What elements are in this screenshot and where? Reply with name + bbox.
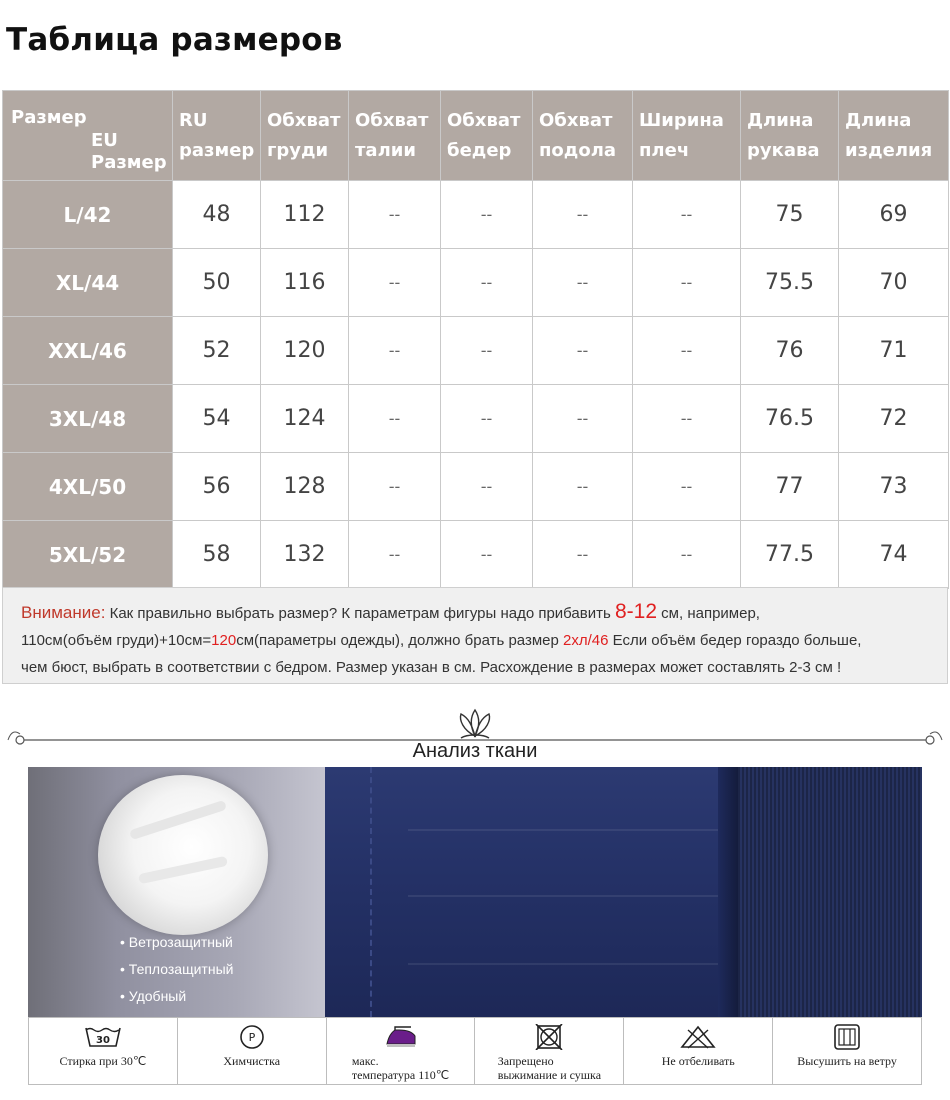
table-row: [3, 385, 949, 453]
care-item-line-dry: [773, 1018, 921, 1084]
corner-header: [3, 91, 173, 181]
table-cell: --: [533, 521, 633, 589]
table-cell: --: [441, 317, 533, 385]
size-label-cell: 3XL/48: [3, 385, 173, 453]
lotus-ornament-icon: [461, 710, 490, 738]
table-cell: 73: [839, 453, 949, 521]
table-cell: --: [441, 385, 533, 453]
column-header: [533, 91, 633, 181]
care-instructions: [28, 1017, 922, 1085]
column-header: [741, 91, 839, 181]
table-row: [3, 249, 949, 317]
table-cell: --: [633, 249, 741, 317]
notice-line-3: [21, 654, 929, 681]
fabric-photo-panel: [28, 767, 922, 1017]
dry-clean-icon: [232, 1024, 272, 1050]
knit-seam: [718, 767, 738, 1017]
table-cell: --: [441, 181, 533, 249]
table-cell: 120: [261, 317, 349, 385]
table-cell: 112: [261, 181, 349, 249]
table-cell: --: [441, 521, 533, 589]
table-cell: 76.5: [741, 385, 839, 453]
column-header-shoulder: Ширина плеч: [639, 109, 724, 161]
table-cell: --: [441, 453, 533, 521]
care-label: Стирка при 30℃: [59, 1054, 147, 1068]
size-label-cell: XXL/46: [3, 317, 173, 385]
table-cell: 77: [741, 453, 839, 521]
table-cell: 69: [839, 181, 949, 249]
notice-text: Если объём бедер гораздо больше,: [608, 632, 862, 649]
line-dry-icon: [827, 1024, 867, 1050]
table-cell: --: [533, 181, 633, 249]
corner-label-size: Размер: [11, 107, 87, 128]
notice-line-2: [21, 627, 929, 654]
table-cell: --: [633, 521, 741, 589]
fabric-knit-photo: [738, 767, 922, 1017]
fabric-features-list: [120, 929, 233, 1010]
table-cell: --: [633, 385, 741, 453]
table-cell: 74: [839, 521, 949, 589]
care-item-iron: [327, 1018, 476, 1084]
table-cell: --: [533, 385, 633, 453]
care-label: Высушить на ветру: [797, 1054, 897, 1068]
wash-30-icon: [83, 1024, 123, 1050]
table-cell: 77.5: [741, 521, 839, 589]
notice-text: 110см(объём груди)+10см=: [21, 632, 212, 649]
fabric-section-title: Анализ ткани: [412, 740, 538, 762]
table-cell: --: [533, 317, 633, 385]
notice-size: 2хл/46: [563, 632, 609, 649]
corner-label-eu-size: Размер: [91, 152, 167, 173]
table-row: [3, 453, 949, 521]
quilt-stitch: [408, 829, 718, 831]
table-cell: --: [441, 249, 533, 317]
table-cell: 75: [741, 181, 839, 249]
care-label: Не отбеливать: [661, 1054, 735, 1068]
table-cell: --: [349, 453, 441, 521]
notice-result: 120: [211, 632, 237, 649]
column-header: [839, 91, 949, 181]
care-item-no-bleach: [624, 1018, 773, 1084]
quilt-stitch: [408, 963, 718, 965]
table-cell: --: [633, 181, 741, 249]
table-cell: --: [533, 453, 633, 521]
table-cell: 116: [261, 249, 349, 317]
table-cell: 58: [173, 521, 261, 589]
size-label-cell: 4XL/50: [3, 453, 173, 521]
fabric-outer-photo: [325, 767, 738, 1017]
table-cell: 70: [839, 249, 949, 317]
column-header-hips: Обхват бедер: [447, 109, 521, 161]
table-cell: 132: [261, 521, 349, 589]
table-row: [3, 317, 949, 385]
table-header-row: [3, 91, 949, 181]
size-label-cell: XL/44: [3, 249, 173, 317]
column-header: [349, 91, 441, 181]
notice-text: чем бюст, выбрать в соответствии с бедром. Размер указан в см. Расхождение в размерах может составлять 2-3 см !: [21, 659, 842, 676]
table-cell: 50: [173, 249, 261, 317]
svg-text:30: 30: [95, 1035, 110, 1046]
table-cell: 56: [173, 453, 261, 521]
care-label: макс. температура 110℃: [351, 1054, 450, 1082]
table-cell: --: [349, 249, 441, 317]
iron-icon: [381, 1024, 421, 1050]
table-cell: --: [349, 521, 441, 589]
column-header: [261, 91, 349, 181]
column-header: [441, 91, 533, 181]
column-header-ru-size: RU размер: [179, 109, 255, 161]
table-cell: --: [633, 317, 741, 385]
notice-text: см, например,: [657, 605, 760, 622]
quilt-stitch: [408, 895, 718, 897]
table-cell: 52: [173, 317, 261, 385]
notice-warning-label: Внимание:: [21, 603, 106, 622]
care-item-no-wring: [475, 1018, 624, 1084]
care-label: Химчистка: [223, 1054, 281, 1068]
notice-line-1: [21, 598, 929, 627]
care-item-dry-clean: [178, 1018, 327, 1084]
table-cell: 54: [173, 385, 261, 453]
table-cell: --: [349, 317, 441, 385]
table-cell: 72: [839, 385, 949, 453]
care-label: Запрещено выжимание и сушка: [497, 1054, 602, 1082]
corner-label-eu: EU: [91, 130, 118, 151]
table-row: [3, 181, 949, 249]
size-label-cell: 5XL/52: [3, 521, 173, 589]
table-cell: --: [349, 181, 441, 249]
notice-text: см(параметры одежды), должно брать размер: [236, 632, 564, 649]
no-wring-icon: [529, 1024, 569, 1050]
table-cell: 124: [261, 385, 349, 453]
column-header-length: Длина изделия: [845, 109, 933, 161]
page-title: Таблица размеров: [6, 22, 343, 58]
table-cell: 76: [741, 317, 839, 385]
down-filling-image: [98, 775, 268, 935]
column-header-sleeve: Длина рукава: [747, 109, 820, 161]
size-notice: [2, 587, 948, 684]
notice-range: 8-12: [614, 600, 657, 623]
column-header-chest: Обхват груди: [267, 109, 341, 161]
table-cell: 75.5: [741, 249, 839, 317]
table-cell: --: [533, 249, 633, 317]
table-cell: 71: [839, 317, 949, 385]
care-item-wash: [29, 1018, 178, 1084]
table-cell: --: [349, 385, 441, 453]
table-row: [3, 521, 949, 589]
size-label-cell: L/42: [3, 181, 173, 249]
svg-text:P: P: [248, 1031, 256, 1044]
table-cell: 48: [173, 181, 261, 249]
size-chart-table: [2, 90, 949, 589]
no-bleach-icon: [678, 1024, 718, 1050]
column-header: [173, 91, 261, 181]
feature-item: • Теплозащитный: [120, 956, 233, 983]
column-header-hem: Обхват подола: [539, 109, 617, 161]
feature-item: • Ветрозащитный: [120, 929, 233, 956]
table-cell: 128: [261, 453, 349, 521]
notice-text: Как правильно выбрать размер? К параметрам фигуры надо прибавить: [105, 605, 615, 622]
zipper-seam: [370, 767, 378, 1017]
feature-item: • Удобный: [120, 983, 233, 1010]
column-header: [633, 91, 741, 181]
column-header-waist: Обхват талии: [355, 109, 429, 161]
table-cell: --: [633, 453, 741, 521]
